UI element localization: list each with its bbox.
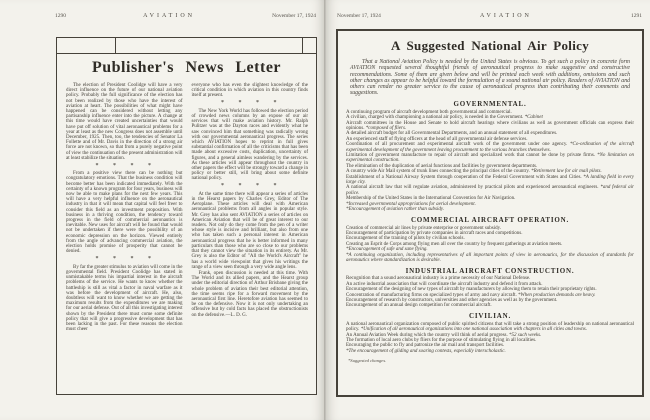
- section-heading: COMMERCIAL AIRCRAFT OPERATION.: [410, 216, 570, 224]
- policy-item-text: An Annual Aviation Week during which the country will think of aerial progress.: [346, 332, 509, 338]
- policy-item-note: *Co-ordination of the aircraft experimental development of the government leaving procurement to the various branches themselves.: [346, 142, 634, 153]
- right-page: [325, 0, 650, 420]
- footnote: *Suggested changes.: [348, 358, 387, 364]
- ornament-cell-left: [57, 38, 116, 53]
- paragraph: The New York World has followed the election period of crowded news columns by an expose of our air services that will make aviation history. Mr. Ralph Pulitzer was at the Dayton races and evidently what he saw convinced him that something was radically wrong with our governmental aeronautical progress. The series which AVIATION hopes to reprint in full gives substantial confirmation of all the criticisms that has been made about excessive costs, duplication, uncertainty of figures, and a general aimless wandering by the services. As these articles will appear throughout the country in other papers the effect will be strongly toward a change in policy or better still, will bring about some definite national policy.: [191, 108, 308, 182]
- article-title: Publisher's News Letter: [91, 59, 282, 76]
- section-heading: CIVILIAN.: [468, 312, 511, 321]
- policy-item: [346, 303, 634, 308]
- policy-item-text: A civilian, charged with championing a national air policy, is needed in the Government.: [346, 115, 525, 121]
- policy-item-note: *A continuing organization, including representatives of all important points of view in aeronautics, for the discussion of standards for aeronautics where standardization is desirable.: [346, 252, 634, 263]
- policy-item: [346, 253, 634, 264]
- policy-item: [346, 207, 634, 212]
- policy-item-text: Recognition that a sound aeronautical industry is a prime necessity of our National Defense.: [346, 276, 531, 282]
- policy-item-text: A detailed aircraft budget for all Governmental Departments, and an annual statement of all expenditures.: [346, 131, 558, 137]
- policy-item-text: Encouragement of the designing of new types of aircraft by manufacturers by allowing them to retain their proprietary rights.: [346, 287, 597, 293]
- section-separator: * * * *: [95, 162, 153, 169]
- paragraph: At the same time there will appear a series of articles in the Hearst papers by Charles Grey, Editor of The Aeroplane. These articles will deal with American aeronautical problems from all angles in popular style. Mr. Grey has also sent AVIATION a series of articles on American Aviation that will be of great interest to our readers. Not only do they come from the pen of a writer whose style is incisive and brilliant, but also from one who has taken such a personal interest in American aeronautical progress that he is better informed in many particulars than those who are so close to our problems that they cannot view the situation in its entirety. As Mr. Grey is also the Editor of "All the World's Aircraft" he has a world wide viewpoint that gives his writings the range of a view seen through a very wide angle lens.: [191, 191, 308, 270]
- paragraph: everyone who has even the slightest knowledge of the critical condition in which aviation in this country finds itself at present.: [191, 83, 308, 99]
- policy-item-note: *Increased governmental appropriations for aerial development.: [346, 201, 476, 207]
- policy-item-note: *52 such weeks.: [509, 332, 542, 338]
- section-separator: * * * *: [221, 100, 279, 107]
- right-running-head: [325, 13, 650, 19]
- policy-item-text: Limitation of government manufacture to repair of aircraft and specialized work that cannot be done by private firms.: [346, 153, 598, 159]
- policy-item: [346, 349, 634, 354]
- policy-item: [346, 142, 634, 153]
- policy-item-text: Encouragement of an annual design competition for commercial aircraft.: [346, 303, 492, 309]
- policy-item-note: *and federal air police.: [346, 185, 635, 196]
- policy-item-text: The elimination of the duplication of aerial functions and facilities by government departments.: [346, 163, 538, 169]
- policy-title: A Suggested National Air Policy: [390, 38, 589, 53]
- paragraph: The election of President Coolidge will have a very direct influence on the future of our national aviation policy. Probably the full significance of the election has not been realized by those who have the interest of aviation at heart. The possibilities of what might have happened can be considered without letting any partisanship influence enter into the picture. A change at this time would have created uncertainties that would have put off solution of vital aeronautical problems for a year at least as the new Congress does not assemble until December, 1925. Then, too, the tendencies of Senator La Follette and of Mr. Davis in the direction of a strong air force are not known, so that from a purely negative point of view the continuation of the present administration will at least stabilize the situation.: [66, 83, 183, 161]
- policy-item-text: Encouraging the public to fly and patronize the air mail and transport facilities.: [346, 343, 505, 349]
- policy-item-note: *Retirement law for air mail pilots.: [531, 169, 602, 175]
- ornament-cell-middle: [116, 38, 302, 53]
- policy-item-text: Membership of the United States in the International Convention for Air Navigation.: [346, 196, 516, 202]
- policy-item-text: A continuing program of aircraft development both governmental and commercial.: [346, 109, 512, 115]
- policy-item-text: Creation of commercial air lines by private enterprise or government subsidy.: [346, 225, 502, 231]
- policy-item-text: Establishment of a National Airway System through cooperation of the Federal Government with States and Cities.: [346, 174, 584, 180]
- policy-item-text: An experienced staff of flying officers at the head of all governmental air defense services.: [346, 136, 528, 142]
- policy-item: [346, 153, 634, 164]
- ornament-cell-right: [302, 38, 316, 53]
- policy-item: [346, 322, 634, 333]
- section-separator: * * * *: [221, 183, 279, 190]
- policy-item-text: An active industrial association that will coordinate the aircraft industry and defend it from attack.: [346, 281, 543, 287]
- policy-item-note: *Encouragement of aviation rather than subsidy.: [346, 207, 445, 213]
- article-column-1: [66, 83, 183, 333]
- policy-item-text: Encouragement of research by constructors, universities and other agencies as well as by the government.: [346, 297, 558, 303]
- left-page-number: 1290: [55, 13, 66, 19]
- title-ornament-band: [57, 38, 316, 54]
- policy-item-note: *A landing field in every large city.: [346, 174, 635, 186]
- magazine-name: AVIATION: [143, 13, 196, 19]
- policy-item-text: A country wide Air Mail system of trunk lines connecting the principal cities of the country.: [346, 169, 532, 175]
- left-running-head: [0, 13, 325, 19]
- policy-item-note: *No limitation on experimental construction.: [346, 153, 634, 164]
- policy-intro: That a National Aviation Policy is needed by the United States is obvious. To get such a policy in concrete form AVIATION requested several thoughtful friends of aeronautical progress to make suggestive and constructive recommendations. Some of them are given below and will be printed each week with additions, omissions and such other changes as appear to be helpful toward the formulation of a sound national air policy. Readers of AVIATION and others can render no greater service to the cause of aeronautical progress than contributing their comments and suggestions.: [350, 59, 630, 97]
- paragraph: From a positive view there can be nothing but congratulatory emotions. That the business condition will become better has been indicated immediately. With the certainty of a known program for four years, business will now be able to make plans for the next few years. This will have a very helpful influence on the aeronautical industry in that it will mean that capital will feel freer to consider this field as an investment proposition. With business in a thriving condition, the tendency toward progress in the field of commercial aeronautics is inevitable. New uses for aircraft will be found that would not be undertaken if there were the possibility of an economic depression on the horizon. Viewed entirely from the angle of advancing commercial aviation, the election holds promise of prosperity that cannot be denied.: [66, 171, 183, 255]
- section-separator: * * * *: [95, 256, 153, 262]
- right-page-number: 1291: [630, 13, 642, 19]
- section-heading: GOVERNMENTAL.: [453, 100, 527, 109]
- policy-item-text: Coordination of all procurement and experimental aircraft work of the government under one agency.: [346, 142, 570, 148]
- policy-item-note: *Unification of all aeronautical organizations into one national association with chapters in all cities and towns.: [360, 327, 587, 333]
- policy-item-note: *When production demands are heavy.: [518, 292, 596, 298]
- policy-item-text: A national aircraft law that will regulate aviation, administered by practical pilots and experienced aeronautical engineers.: [346, 185, 601, 191]
- publishers-news-letter-box: [56, 37, 317, 395]
- policy-item-text: A national aeronautical organization composed of public spirited citizens that will take a strong position of leadership on national aeronautical policy.: [346, 321, 634, 333]
- policy-item-note: *Cabinet: [524, 115, 543, 121]
- issue-date: November 17, 1924: [337, 13, 381, 19]
- policy-item: [346, 185, 634, 196]
- policy-item-note: *Encouragement of safe and sane flying.: [346, 247, 428, 253]
- issue-date: November 17, 1924: [272, 13, 316, 19]
- page-gutter: [324, 0, 326, 420]
- policy-sections: [346, 100, 634, 354]
- paragraph: Frank, open discussion is needed at this time. With The World and its allied papers, and the Hearst group under the editorial direction of Arthur Brisbane giving the whole problem of aviation their best editorial attention, the time seems ripe for a forward movement by the aeronautical first line. Heretofore aviation has seemed to be on the defensive. Now it is not only undertaking an offensive but by cold facts has placed the obstructionists on the defensive.—L. D. G.: [191, 270, 308, 318]
- section-heading: INDUSTRIAL AIRCRAFT CONSTRUCTION.: [405, 266, 575, 275]
- policy-item-text: Encouragement of participation by private companies in aircraft races and competitions.: [346, 230, 523, 236]
- magazine-name: AVIATION: [479, 13, 532, 19]
- policy-item-text: Concentration of manufacturing firms on specialized types of army and navy aircraft.: [346, 292, 519, 298]
- policy-item-note: *composed of fliers.: [365, 126, 407, 131]
- policy-item: [346, 121, 634, 132]
- air-policy-box: [336, 29, 644, 397]
- policy-item-text: The formation of local aero clubs by fliers for the purpose of stimulating flying in all localities.: [346, 338, 537, 343]
- policy-item: [346, 175, 634, 186]
- article-columns: [57, 80, 316, 338]
- policy-item-text: Creating an Esprit de Corps among flying men all over the country by frequent gatherings at aviation meets.: [346, 241, 563, 247]
- policy-item-text: Encouragement of the training of pilots by civilian schools.: [346, 236, 465, 242]
- policy-item-text: Aircraft committees in the House and Senate to hold aircraft hearings where civilians as well as government officials can express their opinions.: [346, 120, 634, 131]
- paragraph: By far the greater stimulus to aviation will come in the governmental field. President Coolidge has stated in unmistakable terms his impartial interest in the aircraft problems of the service. He wants to know whether the battleship is still as vital a factor in naval warfare as it was before the development of aircraft. He, also, doubtless will want to know whether we are getting the maximum results from the expenditures we are making for our aerial defense. Out of all this investigating interest shown by the President there must come some definite policy that will give a progressive development that has been lacking in the past. For these reasons the election must cheer: [66, 264, 183, 333]
- policy-item-note: *The encouragement of gliding and soaring contests, especially interscholastic.: [346, 348, 506, 354]
- article-column-2: [192, 83, 309, 333]
